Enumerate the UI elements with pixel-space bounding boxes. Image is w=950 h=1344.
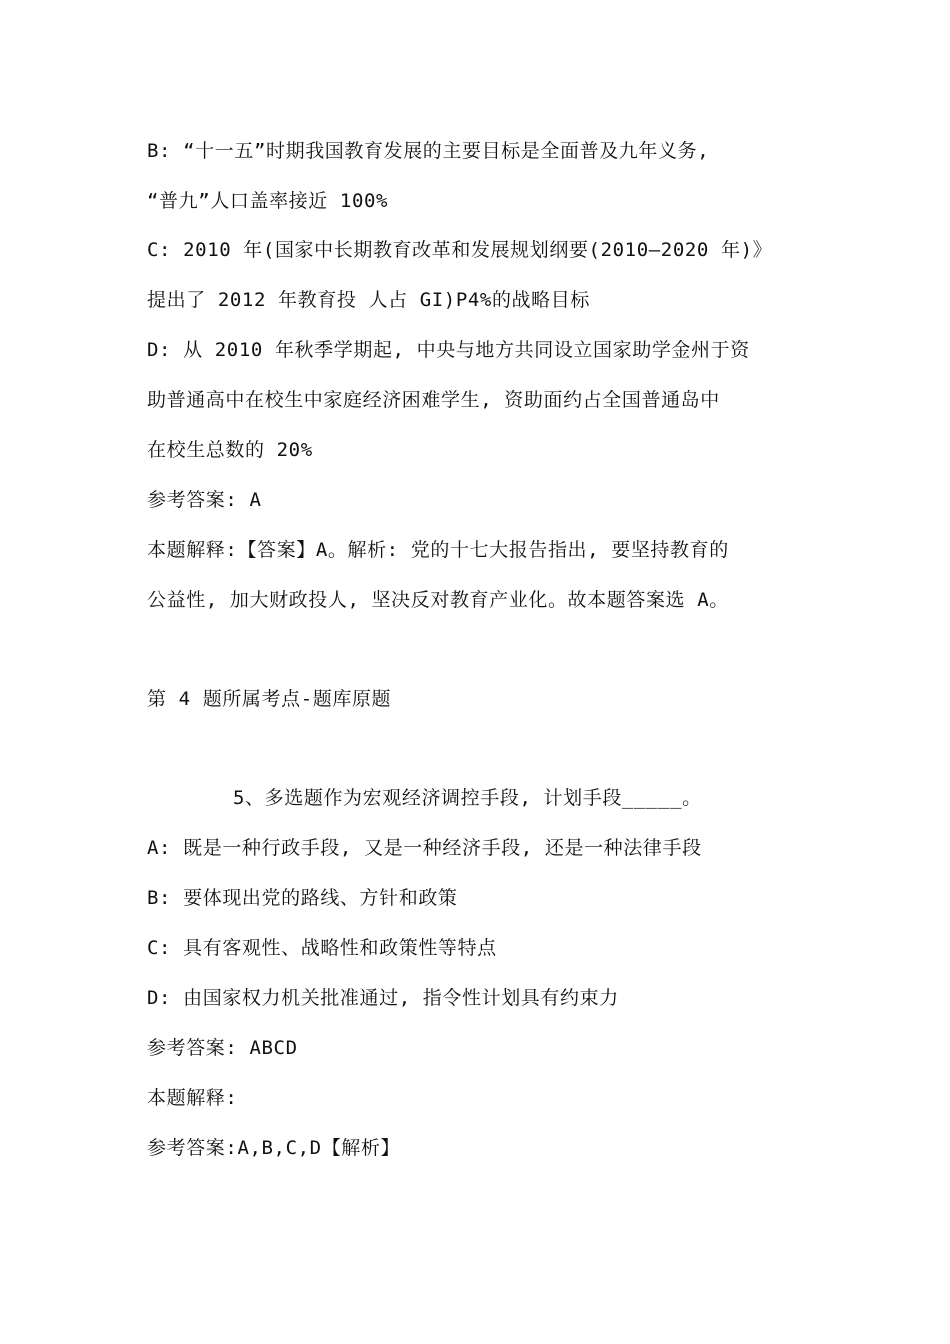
q5-stem: 5、多选题作为宏观经济调控手段, 计划手段_____。 bbox=[233, 787, 702, 809]
q4-explanation-line1: 本题解释:【答案】A。解析: 党的十七大报告指出, 要坚持教育的 bbox=[147, 539, 729, 561]
q4-option-d-line2: 助普通高中在校生中家庭经济困难学生, 资助面约占全国普通岛中 bbox=[147, 389, 720, 411]
q5-option-c: C: 具有客观性、战略性和政策性等特点 bbox=[147, 937, 497, 959]
q5-option-d: D: 由国家权力机关批准通过, 指令性计划具有约束力 bbox=[147, 987, 619, 1009]
q4-option-c-line2: 提出了 2012 年教育投 人占 GI)P4%的战略目标 bbox=[147, 289, 590, 311]
q4-option-c-line1: C: 2010 年(国家中长期教育改革和发展规划纲要(2010—2020 年)》 bbox=[147, 239, 773, 261]
q4-explanation-line2: 公益性, 加大财政投人, 坚决反对教育产业化。故本题答案选 A。 bbox=[147, 589, 729, 611]
q4-option-d-line1: D: 从 2010 年秋季学期起, 中央与地方共同设立国家助学金州于资 bbox=[147, 339, 750, 361]
q4-answer: 参考答案: A bbox=[147, 489, 262, 511]
q4-topic: 第 4 题所属考点-题库原题 bbox=[147, 688, 392, 710]
q4-option-b-line2: “普九”人口盖率接近 100% bbox=[147, 190, 389, 212]
q4-option-d-line3: 在校生总数的 20% bbox=[147, 439, 313, 461]
q5-answer: 参考答案: ABCD bbox=[147, 1037, 298, 1059]
q4-option-b-line1: B: “十一五”时期我国教育发展的主要目标是全面普及九年义务, bbox=[147, 140, 710, 162]
q5-explanation-label: 本题解释: bbox=[147, 1087, 238, 1109]
q5-answer-detail: 参考答案:A,B,C,D【解析】 bbox=[147, 1137, 401, 1159]
q5-option-a: A: 既是一种行政手段, 又是一种经济手段, 还是一种法律手段 bbox=[147, 837, 702, 859]
q5-option-b: B: 要体现出党的路线、方针和政策 bbox=[147, 887, 458, 909]
